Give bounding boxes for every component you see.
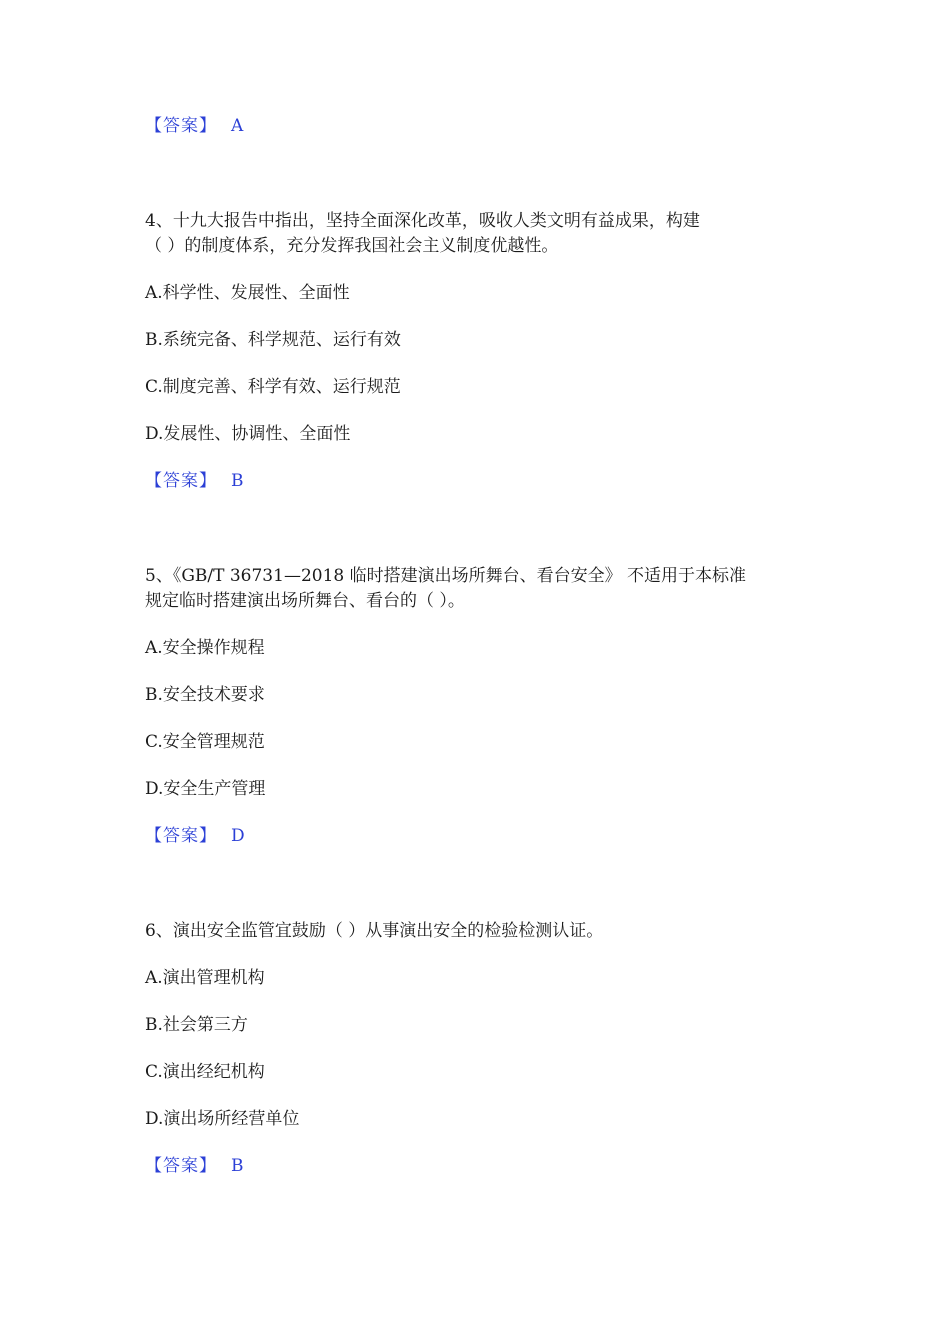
- answer-value: D: [231, 826, 245, 846]
- question-5-answer: [145, 824, 245, 848]
- question-5-text-line-2: 规定临时搭建演出场所舞台、看台的（ ）。: [145, 591, 465, 611]
- question-5-text-line-1: 5、《GB/T 36731—2018 临时搭建演出场所舞台、看台安全》 不适用于本标准: [145, 566, 747, 586]
- question-5-option-a: A.安全操作规程: [145, 638, 265, 658]
- question-6-option-c: C.演出经纪机构: [145, 1062, 265, 1082]
- answer-label: 【答案】: [145, 826, 217, 846]
- answer-value: B: [231, 1156, 244, 1176]
- question-4-option-c: C.制度完善、科学有效、运行规范: [145, 377, 401, 397]
- question-6-answer: [145, 1154, 244, 1178]
- answer-value: A: [231, 116, 244, 136]
- answer-line: [145, 114, 243, 138]
- answer-label: 【答案】: [145, 1156, 217, 1176]
- question-4-text-line-1: 4、十九大报告中指出，坚持全面深化改革，吸收人类文明有益成果，构建: [145, 211, 700, 231]
- question-5-option-c: C.安全管理规范: [145, 732, 265, 752]
- question-6-option-a: A.演出管理机构: [145, 968, 265, 988]
- answer-label: 【答案】: [145, 471, 217, 491]
- question-4-text-line-2: （ ）的制度体系，充分发挥我国社会主义制度优越性。: [145, 236, 559, 256]
- question-6-option-d: D.演出场所经营单位: [145, 1109, 300, 1129]
- question-4-answer: [145, 469, 244, 493]
- question-4-option-d: D.发展性、协调性、全面性: [145, 424, 351, 444]
- question-4-option-a: A.科学性、发展性、全面性: [145, 283, 350, 303]
- question-5-option-b: B.安全技术要求: [145, 685, 265, 705]
- question-5-option-d: D.安全生产管理: [145, 779, 266, 799]
- answer-value: B: [231, 471, 244, 491]
- question-6-option-b: B.社会第三方: [145, 1015, 248, 1035]
- answer-label: 【答案】: [145, 116, 217, 136]
- question-4-option-b: B.系统完备、科学规范、运行有效: [145, 330, 401, 350]
- question-6-text-line-1: 6、演出安全监管宜鼓励（ ）从事演出安全的检验检测认证。: [145, 921, 604, 941]
